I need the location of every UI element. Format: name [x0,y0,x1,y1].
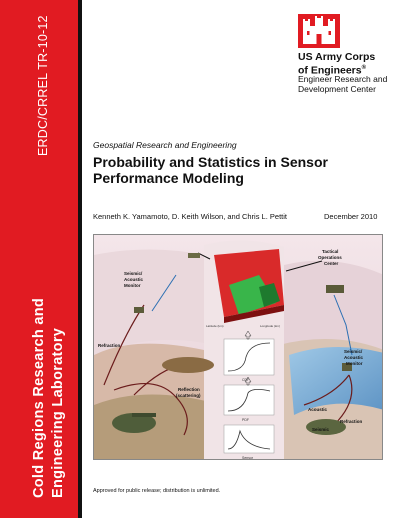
cover-illustration-svg [94,235,383,460]
report-title-line2: Performance Modeling [93,170,244,186]
label-monitor-left-line3: Monitor [124,283,141,288]
authors: Kenneth K. Yamamoto, D. Keith Wilson, and Chris L. Pettit [93,212,287,221]
label-acoustic: Acoustic [308,407,328,412]
surface-ylabel: Longitude (km) [260,324,281,328]
label-tactical-ops-line3: Center [324,261,339,266]
surface-xlabel: Latitude (km) [206,324,224,328]
lab-name-line2: Engineering Laboratory [50,327,66,498]
label-tactical-ops-line2: Operations [318,255,342,260]
pdf-xlabel: PDF [242,418,249,422]
vehicle-icon [188,253,200,258]
sidebar-divider [78,0,82,518]
tank-barrel-icon [132,413,156,417]
label-monitor-left-line1: Seismic/ [124,271,143,276]
label-monitor-right-line3: Monitor [346,361,363,366]
report-date: December 2010 [324,212,378,221]
org-line4: Development Center [298,84,376,94]
terrain-hill-left [94,249,214,355]
label-monitor-right-line2: Acoustic [344,355,364,360]
label-monitor-right [344,349,364,366]
org-line1: US Army Corps [298,51,376,63]
label-seismic: Seismic [312,427,330,432]
sensor-device-icon [134,307,144,313]
label-reflection [176,387,201,398]
label-reflection-line2: (scattering) [176,393,201,398]
report-title-line1: Probability and Statistics in Sensor [93,154,328,170]
sensor-xlabel: Sensor [242,456,254,460]
usace-castle-logo [298,14,340,48]
cdf-plot [224,339,274,375]
cdf-xlabel: CDF [242,378,250,382]
org-subtitle [298,74,394,94]
report-title [93,154,383,186]
lab-name-line1: Cold Regions Research and [31,297,47,498]
lab-name [30,298,68,498]
distribution-statement: Approved for public release; distribution is unlimited. [93,488,221,494]
terrain-dirt-left [94,394,219,460]
registered-mark: ® [361,65,367,71]
org-line3: Engineer Research and [298,74,388,84]
label-refraction-left: Refraction [98,343,121,348]
label-monitor-left-line2: Acoustic [124,277,144,282]
org-line2-text: of Engineers [298,64,362,77]
operations-vehicle-icon [326,285,344,293]
cover-illustration [93,234,383,460]
label-refraction-right: Refraction [340,419,363,424]
vehicle-convoy-icon [162,357,214,373]
label-tactical-ops-line1: Tactical [322,249,339,254]
series-name: Geospatial Research and Engineering [93,140,237,150]
label-monitor-right-line1: Seismic/ [344,349,363,354]
label-reflection-line1: Reflection [178,387,200,392]
report-id: ERDC/CRREL TR-10-12 [36,15,50,156]
